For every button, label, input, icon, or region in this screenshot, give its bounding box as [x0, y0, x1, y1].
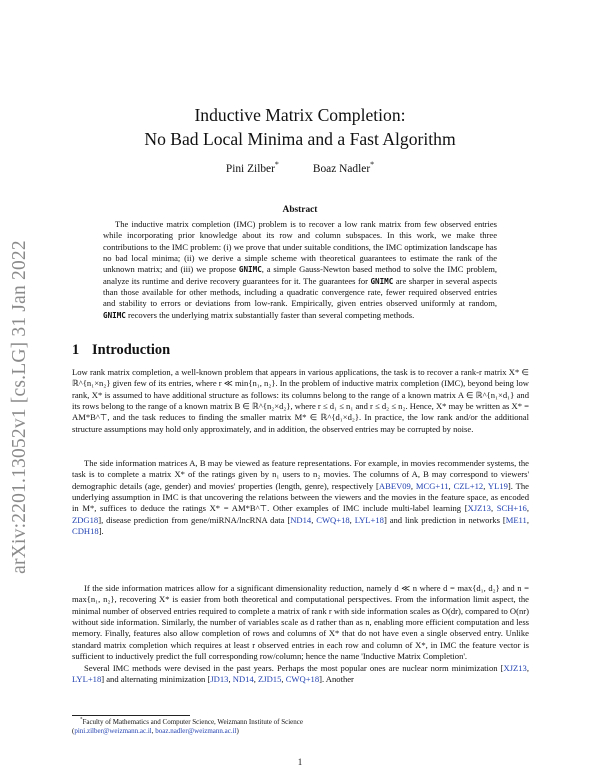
citation-link[interactable]: ZJD15 — [258, 674, 282, 685]
abstract-heading: Abstract — [282, 205, 318, 215]
citation-link[interactable]: ZDG18 — [72, 514, 99, 525]
citation-link[interactable]: YL19 — [487, 480, 508, 491]
footnote-rule — [72, 715, 190, 716]
citation-link[interactable]: LYL+18 — [72, 674, 102, 685]
intro-paragraph-4: Several IMC methods were devised in the past years. Perhaps the most popular ones are nuclear norm minimization [XJZ13, LYL+18] and alternating minimization [JD13, ND14, ZJD15, CWQ+18]. Another — [72, 663, 529, 685]
author-mark: * — [370, 160, 375, 170]
citation-link[interactable]: XJZ13 — [503, 663, 527, 673]
footnote-affiliation: Faculty of Mathematics and Computer Science, Weizmann Institute of Science — [82, 718, 303, 726]
author — [312, 160, 375, 175]
citation-link[interactable]: JD13 — [210, 674, 229, 685]
abstract-body: The inductive matrix completion (IMC) problem is to recover a low rank matrix from few observed entries while incorporating prior knowledge about its row and column subspaces. In this work, we make three contributions to the IMC problem: (i) we prove that under suitable conditions, the IMC optimization landscape has no bad local minima; (ii) we derive a simple scheme with theoretical guarantees to estimate the rank of the unknown matrix; and (iii) we propose GNIMC, a simple Gauss-Newton based method to solve the IMC problem, analyze its runtime and derive recovery guarantees for it. The guarantees for GNIMC are sharper in several aspects than those available for other methods, including a quadratic convergence rate, fewer required observed entries and stability to errors or deviations from low-rank. Empirically, given entries observed uniformly at random, GNIMC recovers the underlying matrix substantially faster than several competing methods. — [103, 219, 497, 320]
footnote-email-line: (pini.zilber@weizmann.ac.il, boaz.nadler@weizmann.ac.il) — [72, 727, 239, 736]
method-name: GNIMC — [103, 310, 126, 320]
email-link[interactable]: pini.zilber@weizmann.ac.il — [74, 727, 152, 736]
author-name: Pini Zilber — [225, 163, 275, 175]
section-title: Introduction — [92, 342, 171, 358]
citation-link[interactable]: ME11 — [505, 514, 527, 525]
email-link[interactable]: boaz.nadler@weizmann.ac.il — [155, 727, 237, 736]
title-line-2: No Bad Local Minima and a Fast Algorithm — [144, 129, 456, 149]
method-name: GNIMC — [238, 265, 262, 275]
citation-link[interactable]: CWQ+18 — [285, 674, 320, 685]
footnote-mark: * — [80, 717, 83, 723]
author — [225, 160, 279, 175]
intro-paragraph-3: If the side information matrices allow for a significant dimensionality reduction, namely d ≪ n where d = max{d₁, d₂} and n = max{n₁, n₂}, recovering X* is easier from both theoretical and computational perspectives. From the information limit aspect, the minimal number of observed entries required to complete a matrix of rank r with side information scales as O(dr), compared to O(nr) without side information. Similarly, the number of variables scale as d rather than as n, enabling more efficient computation and less memory. Finally, features also allow completion of rows and columns of X* that do not have even a single observed entry. Unlike standard matrix completion which requires at least r observed entries in each row and column of X*, in IMC the feature vector is sufficient to inductively predict the full corresponding row/column; hence the name 'Inductive Matrix Completion'. — [72, 583, 529, 661]
citation-link[interactable]: ABEV09 — [378, 480, 411, 491]
arxiv-identifier-stamp — [4, 206, 36, 608]
citation-link[interactable]: ND14 — [290, 514, 312, 525]
intro-paragraph-1: Low rank matrix completion, a well-known problem that appears in various applications, the task is to recover a rank-r matrix X* ∈ ℝ^{n₁×n₂} given few of its entries, where r ≪ min{n₁, n₂}. In the problem of inductive matrix completion (IMC), beyond being low rank, X* is assumed to have additional structure as follows: its columns belong to the range of a known matrix A ∈ ℝ^{n₁×d₁} and its rows belong to the range of a known matrix B ∈ ℝ^{n₂×d₂}, where r ≤ d₁ ≤ n₁ and r ≤ d₂ ≤ n₂. Hence, X* may be written as X* = AM*B^⊤, and the task reduces to finding the smaller matrix M* ∈ ℝ^{d₁×d₂}. In practice, the low rank and/or the additional structure assumptions may hold only approximately, and in addition, the observed entries may be corrupted by noise. — [72, 367, 529, 434]
citation-link[interactable]: CDH18 — [72, 525, 99, 536]
citation-link[interactable]: CWQ+18 — [316, 514, 350, 525]
citation-link[interactable]: LYL+18 — [354, 514, 384, 525]
arxiv-identifier-text: arXiv:2201.13052v1 [cs.LG] 31 Jan 2022 — [9, 240, 31, 574]
intro-paragraph-2: The side information matrices A, B may be viewed as feature representations. For example, in movies recommender systems, the task is to complete a matrix X* of the ratings given by n₁ users to n₂ movies. The columns of A, B may correspond to viewers' demographic details (age, gender) and movies' properties (length, genre), respectively [ABEV09, MCG+11, CZL+12, YL19]. The underlying assumption in IMC is that uncovering the relations between the viewers and the movies in the feature space, as encoded in M*, suffices to deduce the ratings X* = AM*B^⊤. Other examples of IMC include multi-label learning [XJZ13, SCH+16, ZDG18], disease prediction from gene/miRNA/lncRNA data [ND14, CWQ+18, LYL+18] and link prediction in networks [ME11, CDH18]. — [72, 458, 529, 536]
section-number: 1 — [72, 342, 80, 358]
paper-title — [80, 103, 520, 151]
citation-link[interactable]: XJZ13 — [467, 503, 491, 514]
author-mark: * — [274, 160, 279, 170]
title-line-1: Inductive Matrix Completion: — [194, 105, 406, 125]
page-number: 1 — [297, 757, 303, 767]
citation-link[interactable]: SCH+16 — [496, 503, 527, 514]
citation-link[interactable]: ND14 — [232, 674, 254, 685]
citation-link[interactable]: CZL+12 — [453, 480, 484, 491]
method-name: GNIMC — [370, 276, 394, 286]
author-list — [80, 160, 520, 175]
footnote — [72, 718, 529, 737]
author-name: Boaz Nadler — [312, 163, 371, 175]
footnote-affiliation-line — [72, 718, 529, 727]
section-heading-introduction — [72, 342, 170, 359]
citation-link[interactable]: MCG+11 — [415, 480, 449, 491]
